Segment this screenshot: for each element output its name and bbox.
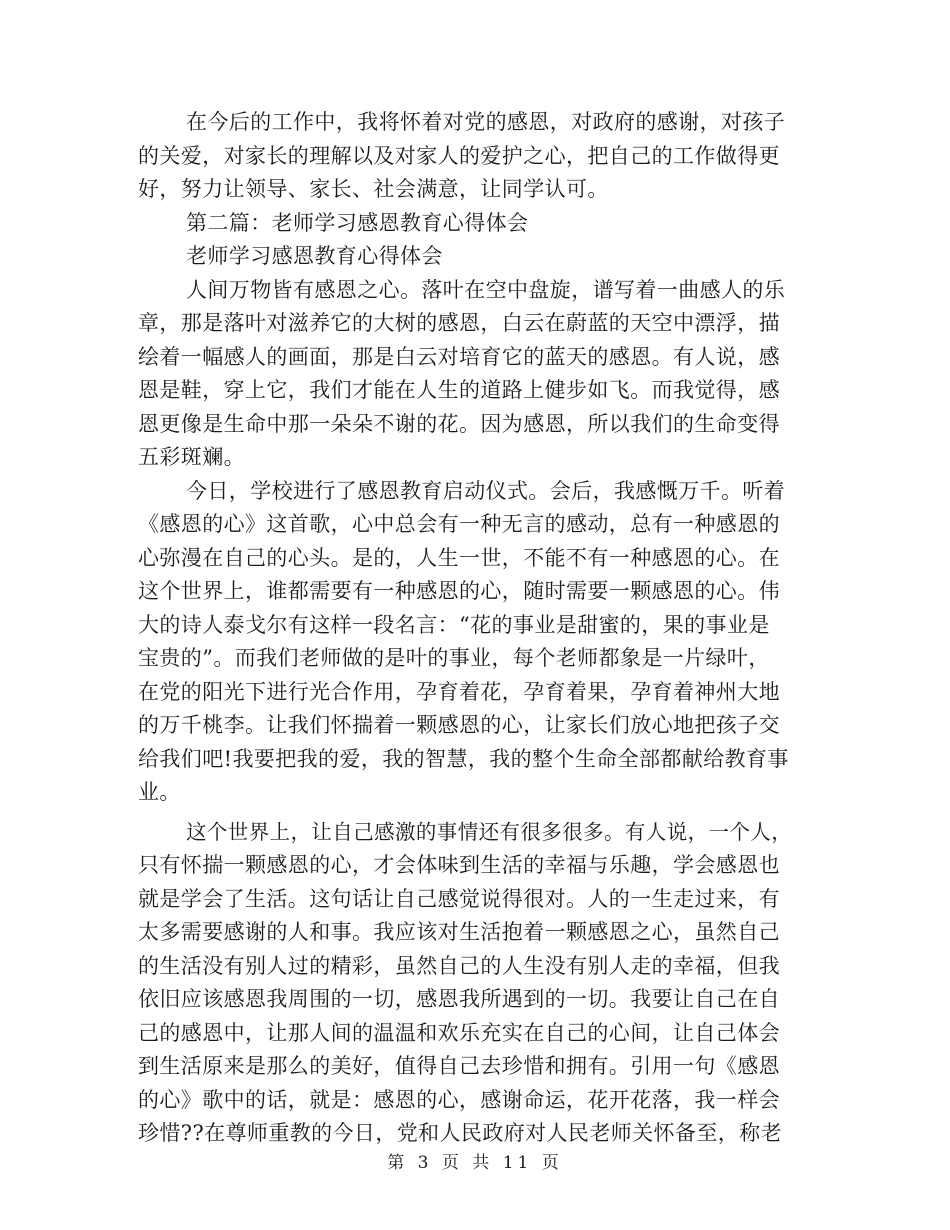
text-line: 的生活没有别人过的精彩，虽然自己的人生没有别人走的幸福，但我 xyxy=(138,953,780,978)
text-line: 的心》歌中的话，就是：感恩的心，感谢命运，花开花落，我一样会 xyxy=(138,1087,780,1112)
text-line: 《感恩的心》这首歌，心中总会有一种无言的感动，总有一种感恩的 xyxy=(138,512,780,536)
document-body xyxy=(138,106,800,1151)
text-line: 这个世界上，谁都需要有一种感恩的心，随时需要一颗感恩的心。伟 xyxy=(138,579,780,603)
text-line: 珍惜??在尊师重教的今日，党和人民政府对人民老师关怀备至，称老 xyxy=(138,1121,782,1145)
text-line: 老师学习感恩教育心得体会 xyxy=(186,244,443,268)
text-line: 第二篇：老师学习感恩教育心得体会 xyxy=(186,210,529,235)
text-line: 绘着一幅感人的画面，那是白云对培育它的蓝天的感恩。有人说，感 xyxy=(138,344,780,369)
text-line: 只有怀揣一颗感恩的心，才会体味到生活的幸福与乐趣，学会感恩也 xyxy=(138,853,780,877)
text-line: 业。 xyxy=(138,780,181,804)
text-line: 人间万物皆有感恩之心。落叶在空中盘旋，谱写着一曲感人的乐 xyxy=(186,277,786,302)
text-line: 这个世界上，让自己感激的事情还有很多很多。有人说，一个人， xyxy=(186,819,793,844)
text-line: 的万千桃李。让我们怀揣着一颗感恩的心，让家长们放心地把孩子交 xyxy=(138,713,780,737)
text-line: 就是学会了生活。这句话让自己感觉说得很对。人的一生走过来，有 xyxy=(138,886,780,911)
text-line: 章，那是落叶对滋养它的大树的感恩，白云在蔚蓝的天空中漂浮，描 xyxy=(138,311,780,335)
text-line: 到生活原来是那么的美好，值得自己去珍惜和拥有。引用一句《感恩 xyxy=(138,1054,780,1078)
text-line: 好，努力让领导、家长、社会满意，让同学认可。 xyxy=(138,177,609,201)
text-line: 在今后的工作中，我将怀着对党的感恩，对政府的感谢，对孩子 xyxy=(186,110,786,134)
text-line: 五彩斑斓。 xyxy=(138,445,245,469)
text-line: 宝贵的”。而我们老师做的是叶的事业，每个老师都象是一片绿叶， xyxy=(138,646,770,670)
text-line: 依旧应该感恩我周围的一切，感恩我所遇到的一切。我要让自己在自 xyxy=(138,987,780,1011)
text-line: 今日，学校进行了感恩教育启动仪式。会后，我感慨万千。听着 xyxy=(186,478,786,503)
text-line: 太多需要感谢的人和事。我应该对生活抱着一颗感恩之心，虽然自己 xyxy=(138,920,780,944)
text-line: 的关爱，对家长的理解以及对家人的爱护之心，把自己的工作做得更 xyxy=(138,143,780,168)
text-line: 大的诗人泰戈尔有这样一段名言：“花的事业是甜蜜的，果的事业是 xyxy=(138,612,770,637)
text-line: 在党的阳光下进行光合作用，孕育着花，孕育着果，孕育着神州大地 xyxy=(138,679,780,704)
text-line: 恩更像是生命中那一朵朵不谢的花。因为感恩，所以我们的生命变得 xyxy=(138,411,780,436)
text-line: 给我们吧!我要把我的爱，我的智慧，我的整个生命全部都献给教育事 xyxy=(138,746,789,771)
text-line: 己的感恩中，让那人间的温温和欢乐充实在自己的心间，让自己体会 xyxy=(138,1020,780,1045)
text-line: 心弥漫在自己的心头。是的，人生一世，不能不有一种感恩的心。在 xyxy=(138,545,780,570)
page-footer: 第 3 页 共 11 页 xyxy=(387,1153,563,1173)
text-line: 恩是鞋，穿上它，我们才能在人生的道路上健步如飞。而我觉得，感 xyxy=(138,378,780,402)
